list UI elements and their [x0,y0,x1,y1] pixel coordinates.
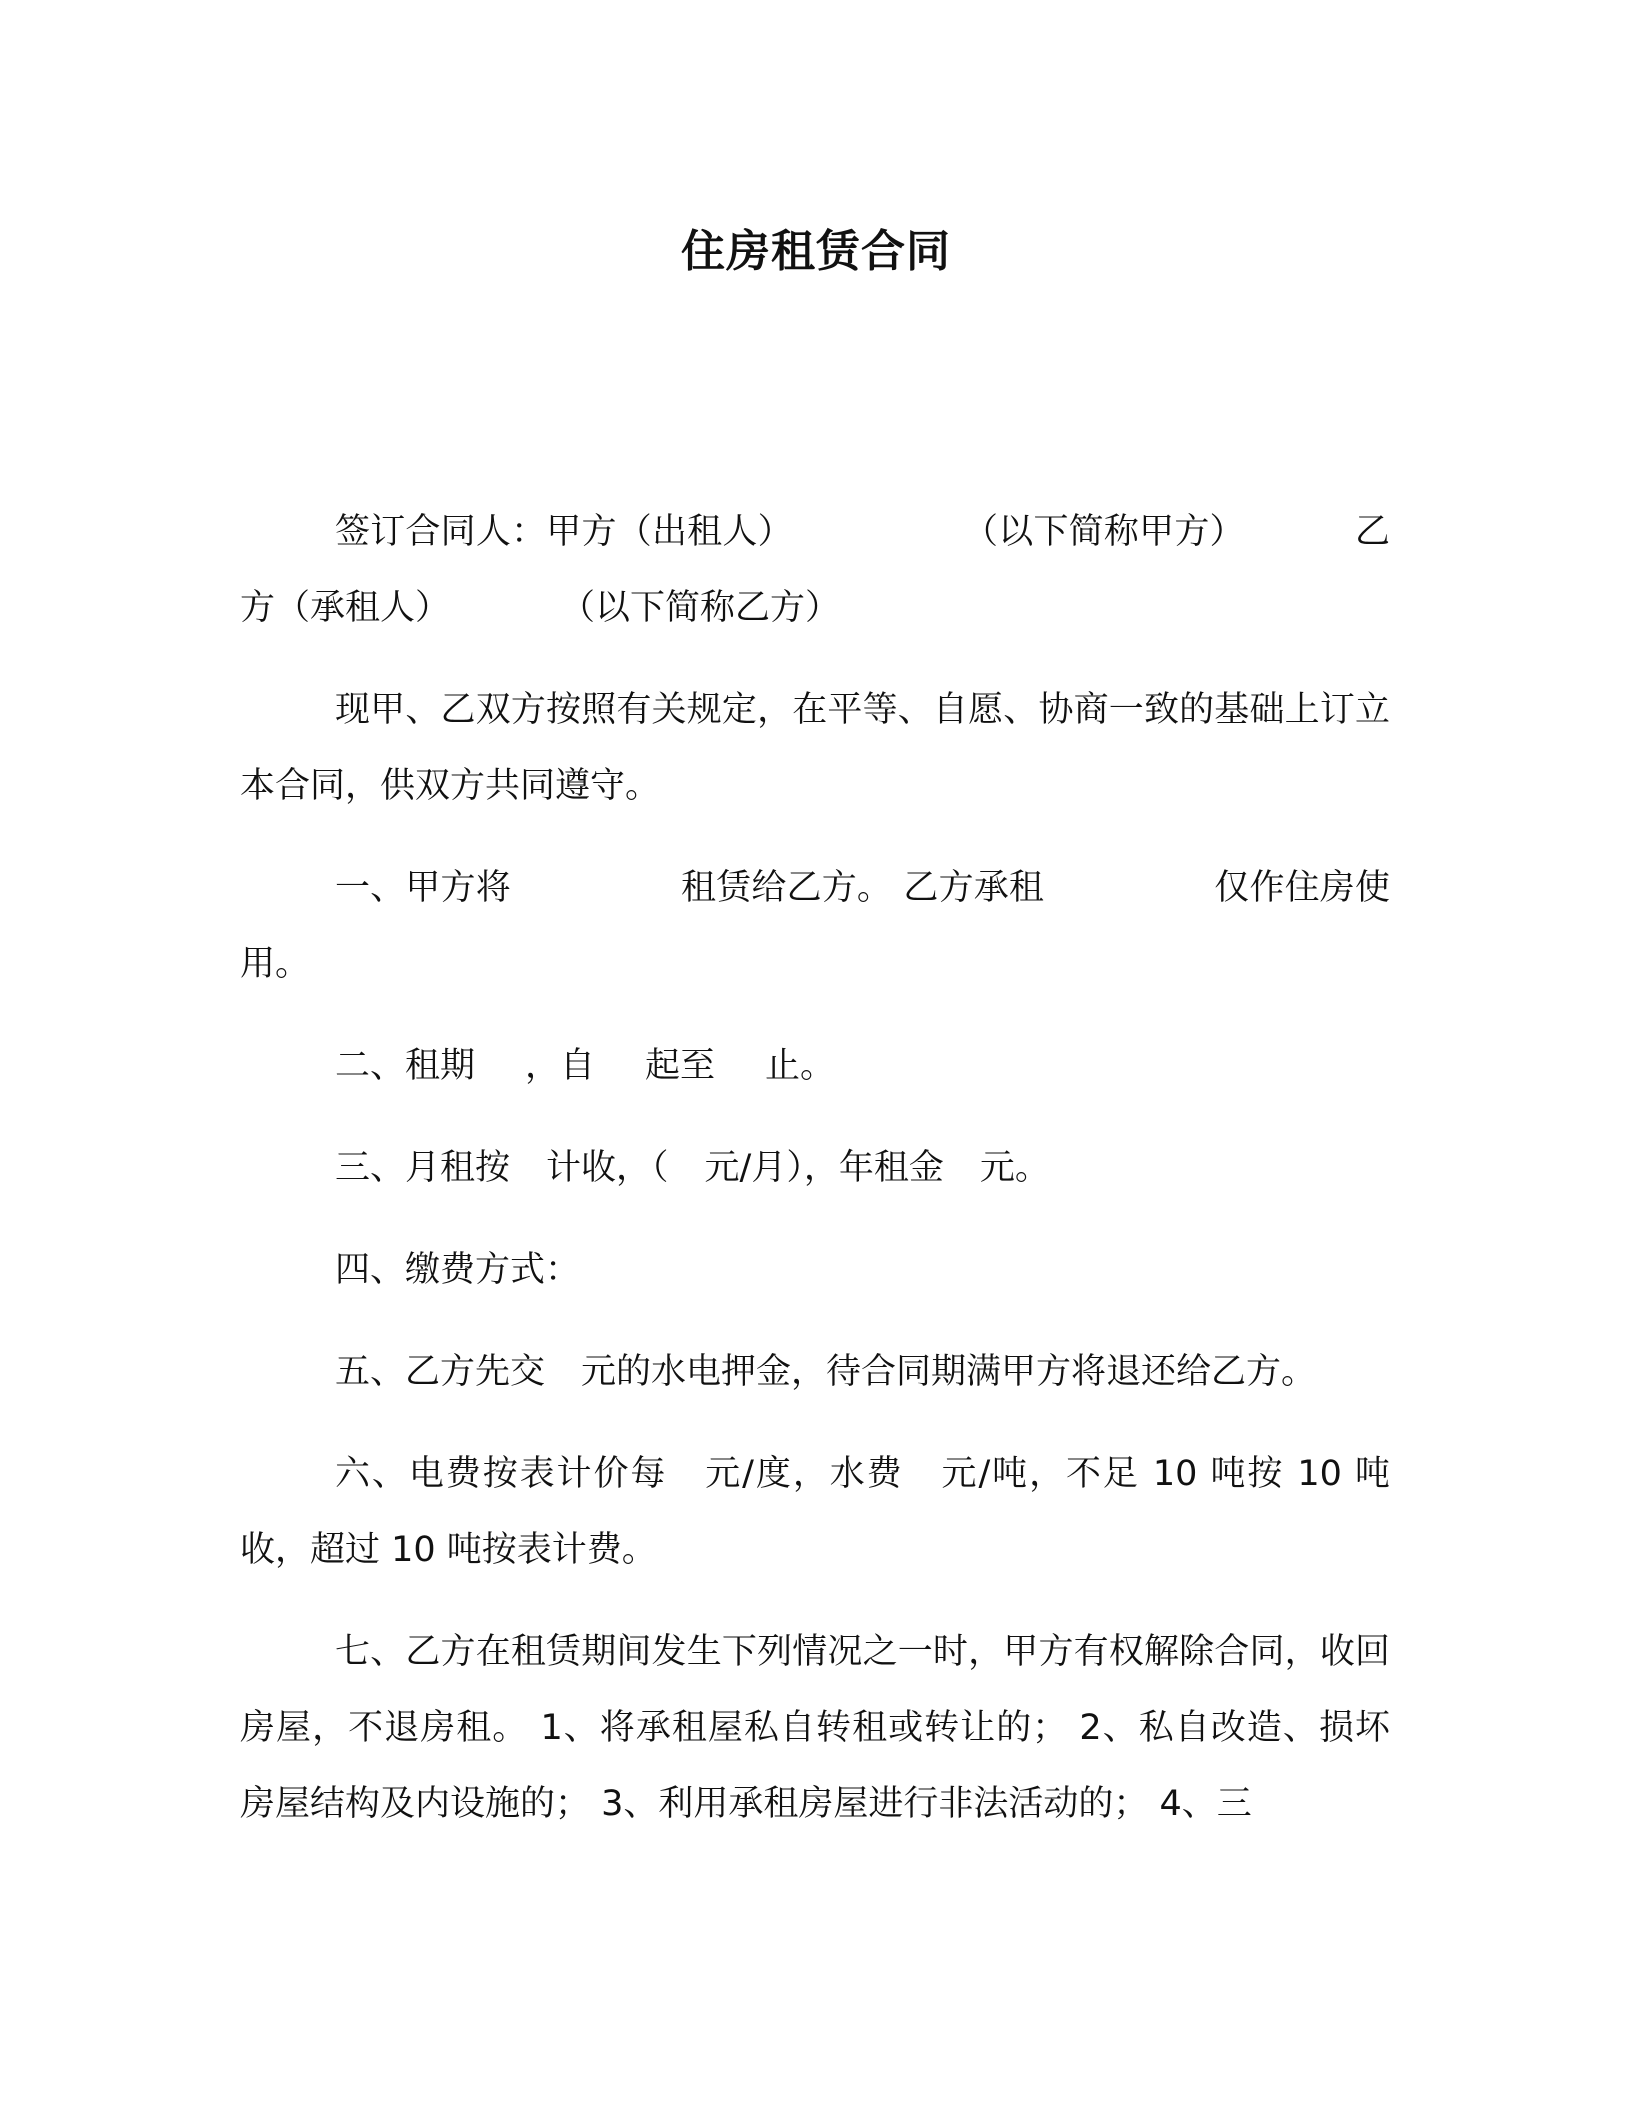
paragraph-clause-3 [240,1130,1390,1206]
paragraph-clause-5 [240,1334,1390,1410]
clause-1-part-a: 一、甲方将 [335,868,511,908]
party-b-role: （承租人） [275,588,451,628]
party-b-label: 乙方 [240,512,1390,628]
clause-5-part-b: 元的水电押金，待合同期满甲方将退还给乙方。 [581,1352,1317,1392]
party-a-alias: （以下简称甲方） [962,512,1245,552]
clause-3-part-b: 计收，（ [546,1148,669,1188]
contract-body [240,494,1390,1868]
paragraph-clause-2 [240,1028,1390,1104]
party-b-alias: （以下简称乙方） [560,588,841,628]
clause-1-part-b: 租赁给乙方。 乙方承租 [680,868,1045,908]
clause-5-part-a: 五、乙方先交 [335,1352,546,1392]
clause-3-part-d: 元。 [979,1148,1050,1188]
clause-3-part-a: 三、月租按 [335,1148,511,1188]
clause-2-part-a: 二、租期 [335,1046,476,1086]
paragraph-clause-4: 四、缴费方式： [335,1250,581,1290]
paragraph-parties [240,494,1390,646]
clause-2-part-d: 止。 [765,1046,836,1086]
clause-3-part-c: 元/月），年租金 [704,1148,944,1188]
clause-6-part-b: 元/度，水费 [703,1454,904,1494]
document-title: 住房租赁合同 [681,226,951,277]
paragraph-preamble: 现甲、乙双方按照有关规定，在平等、自愿、协商一致的基础上订立本合同，供双方共同遵守。 [240,690,1390,806]
paragraph-clause-7: 七、乙方在租赁期间发生下列情况之一时，甲方有权解除合同，收回房屋，不退房租。 1、将承租屋私自转租或转让的； 2、私自改造、损坏房屋结构及内设施的； 3、利用承租房屋进行非法活动的； 4、三 [240,1632,1390,1824]
clause-6-part-c: 元/吨，不足 10 吨按 10 吨收，超过 10 吨按表计费。 [240,1454,1390,1570]
clause-2-part-c: 起至 [645,1046,716,1086]
paragraph-clause-6 [240,1436,1390,1588]
party-a-label: 签订合同人：甲方（出租人） [335,512,793,552]
paragraph-clause-1 [240,850,1390,1002]
clause-2-part-b: ，自 [525,1046,596,1086]
clause-1-part-c: 仅作住房使用。 [240,868,1390,984]
clause-6-part-a: 六、电费按表计价每 [335,1454,668,1494]
